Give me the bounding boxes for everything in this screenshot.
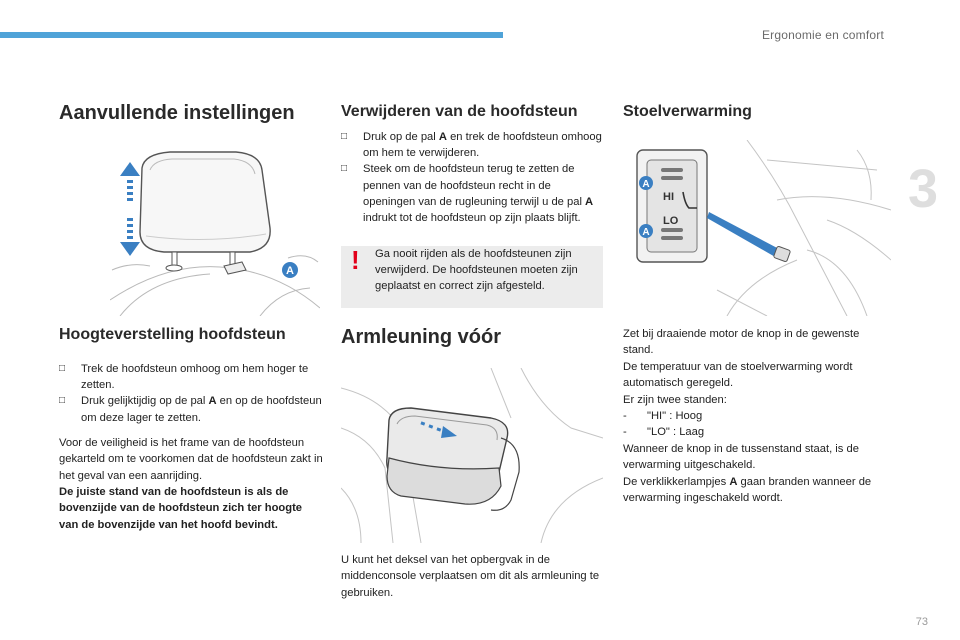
instruction-line: De temperatuur van de stoelverwarming wordt automatisch geregeld. [623, 361, 853, 390]
armrest-illustration [341, 368, 603, 543]
list-item: - "LO" : Laag [623, 426, 705, 439]
section-heading: Verwijderen van de hoofdsteun [341, 103, 578, 120]
svg-text:A: A [642, 227, 650, 238]
subsection-heading: Hoogteverstelling hoofdsteun [59, 326, 286, 343]
remove-headrest-steps [341, 129, 603, 226]
list-item: □ Steek om de hoofdsteun terug te zetten de pennen van de hoofdsteun recht in de openingen van de rugleuning terwijl u de pal A indrukt tot de hoofdsteun op zijn plaats blijft. [341, 163, 594, 225]
svg-text:HI: HI [663, 191, 674, 203]
instruction-line: De verklikkerlampjes A gaan branden wanneer de verwarming ingeschakeld wordt. [623, 476, 872, 505]
list-item: □ Trek de hoofdsteun omhoog om hem hoger te zetten. [59, 363, 309, 392]
page-number: 73 [915, 616, 928, 628]
seat-heating-illustration [627, 140, 891, 316]
instruction-line: Zet bij draaiende motor de knop in de gewenste stand. [623, 328, 860, 357]
section-heading: Aanvullende instellingen [59, 102, 295, 124]
checkbox-icon: □ [341, 163, 348, 175]
list-item: - "HI" : Hoog [623, 410, 703, 422]
chapter-number: 3 [907, 159, 938, 219]
headrest-illustration [110, 140, 320, 316]
warning-icon: ! [351, 245, 360, 275]
section-heading-armrest: Armleuning vóór [341, 326, 502, 348]
header-accent-bar [0, 32, 503, 38]
list-item: □ Druk gelijktijdig op de pal A en op de hoofdsteun om deze lager te zetten. [59, 395, 322, 424]
instruction-line: Er zijn twee standen: [623, 394, 727, 406]
armrest-description: U kunt het deksel van het opbergvak in de middenconsole verplaatsen om dit als armleuning te gebruiken. [341, 554, 600, 599]
section-heading: Stoelverwarming [623, 103, 752, 120]
list-item: □ Druk op de pal A en trek de hoofdsteun omhoog om hem te verwijderen. [341, 131, 602, 160]
heating-levels [623, 408, 891, 441]
checkbox-icon: □ [59, 363, 66, 374]
checkbox-icon: □ [341, 131, 348, 142]
instruction-line: Wanneer de knop in de tussenstand staat, is de verwarming uitgeschakeld. [623, 443, 859, 472]
pointer-arrow [707, 212, 781, 258]
svg-text:A: A [286, 265, 294, 277]
checkbox-icon: □ [59, 395, 66, 407]
safety-note: Voor de veiligheid is het frame van de hoofdsteun gekarteld om te voorkomen dat de hoofdsteun zakt in het geval van een aanrijding. [59, 437, 323, 482]
correct-position-note: De juiste stand van de hoofdsteun is als de bovenzijde van de hoofdsteun zich ter hoogte van de bovenzijde van het hoofd bevindt. [59, 486, 303, 531]
section-title: Ergonomie en comfort [761, 28, 884, 42]
svg-text:LO: LO [663, 215, 679, 227]
svg-text:A: A [642, 179, 650, 190]
warning-box: ! Ga nooit rijden als de hoofdsteunen zijn verwijderd. De hoofdsteunen moeten zijn geplaatst en correct zijn afgesteld. [341, 246, 603, 308]
height-adjust-steps [59, 361, 324, 426]
